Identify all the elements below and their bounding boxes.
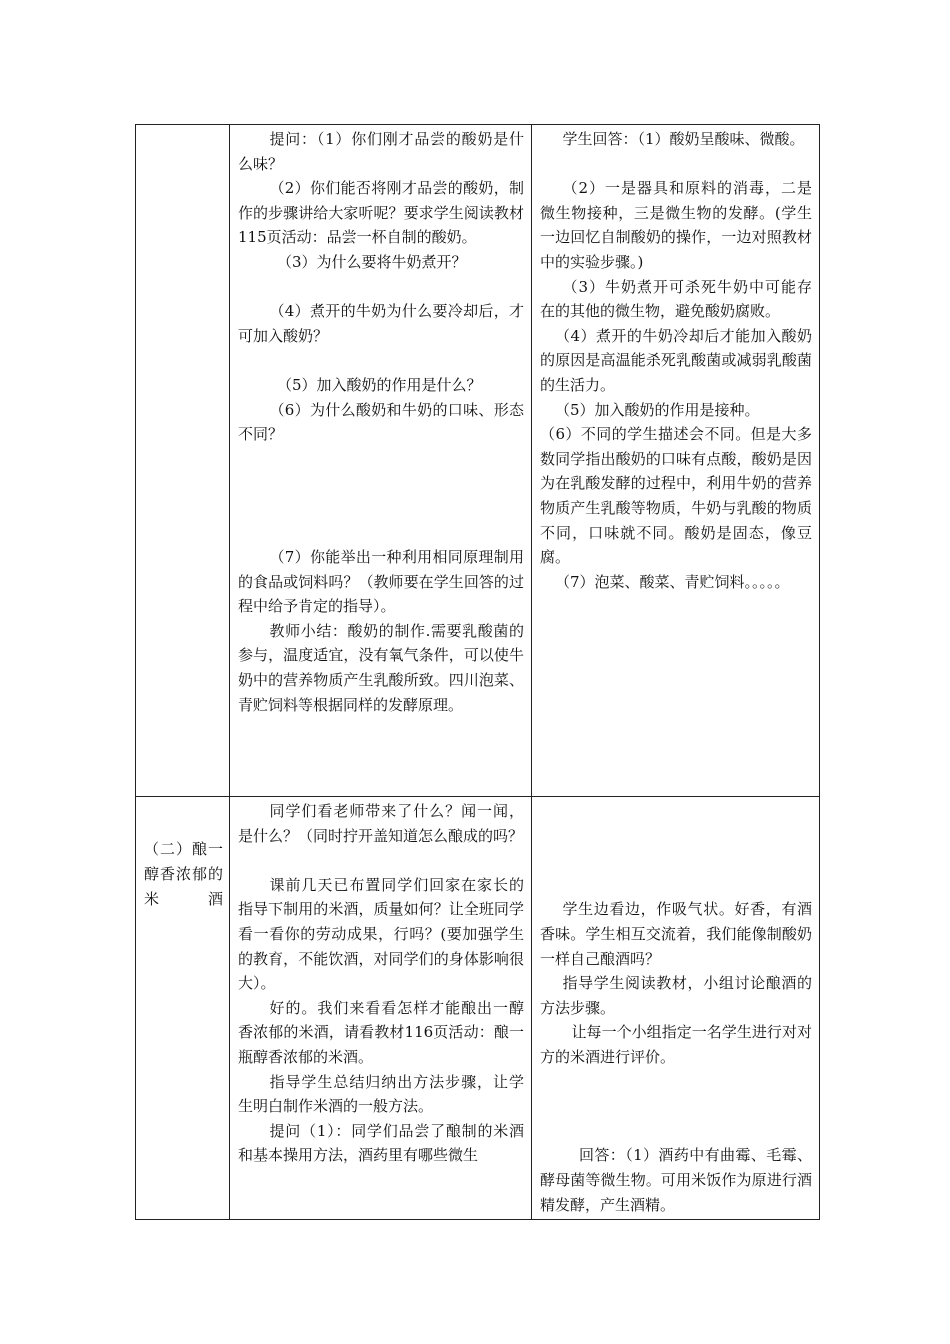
teacher-guidance: 指导学生总结归纳出方法步骤，让学生明白制作米酒的一般方法。 (238, 1072, 524, 1116)
teacher-question-1: 提问（1）：同学们品尝了酿制的米酒和基本操用方法，酒药里有哪些微生 (238, 1121, 524, 1165)
student-answer-5: （5）加入酸奶的作用是接种。 (555, 400, 760, 419)
section-cell-empty (136, 125, 230, 797)
teacher-question-4: （4）煮开的牛奶为什么要冷却后，才可加入酸奶？ (238, 302, 524, 345)
student-answer-2: （2）一是器具和原料的消毒，二是微生物接种，三是微生物的发酵。(学生一边回忆自制酸奶的操作，一边对照教材中的实验步骤。) (540, 179, 812, 271)
student-answer-7: （7）泡菜、酸菜、青贮饲料。。。。。 (555, 572, 790, 591)
student-activity-cell (532, 797, 820, 1220)
teacher-question-3: （3）为什么要将牛奶煮开？ (277, 252, 467, 271)
teacher-textbook-activity: 好的。我们来看看怎样才能酿出一醇香浓郁的米酒，请看教材116页活动：酿一瓶醇香浓郁的米酒。 (238, 998, 524, 1066)
student-activity-cell (532, 125, 820, 797)
section-title: （二）酿一醇香浓郁的米酒 (144, 840, 223, 908)
teacher-question-2: （2）你们能否将刚才品尝的酸奶，制作的步骤讲给大家听呢？要求学生阅读教材115页活动：品尝一杯自制的酸奶。 (238, 179, 524, 247)
student-answer-6: （6）不同的学生描述会不同。但是大多数同学指出酸奶的口味有点酸，酸奶是因为在乳酸发酵的过程中，利用牛奶的营养物质产生乳酸等物质，牛奶与乳酸的物质不同，口味就不同。酸奶是固态，像豆腐。 (540, 425, 812, 567)
teacher-question-7: （7）你能举出一种利用相同原理制用的食品或饲料吗？（教师要在学生回答的过程中给予肯定的指导）。 (238, 548, 524, 616)
teacher-intro: 同学们看老师带来了什么？闻一闻，是什么？（同时拧开盖知道怎么酿成的吗？ (238, 802, 524, 845)
teacher-activity-cell (230, 797, 532, 1220)
teacher-activity-cell (230, 125, 532, 797)
student-answer-1: 回答：（1）酒药中有曲霉、毛霉、酵母菌等微生物。可用米饭作为原进行酒精发酵，产生酒精。 (540, 1146, 812, 1214)
student-reading: 指导学生阅读教材，小组讨论酿酒的方法步骤。 (540, 974, 812, 1017)
student-answer-3: （3）牛奶煮开可杀死牛奶中可能存在的其他的微生物，避免酸奶腐败。 (540, 277, 812, 321)
lesson-plan-table (135, 124, 820, 1220)
teacher-question-5: （5）加入酸奶的作用是什么？ (277, 375, 482, 394)
student-evaluation: 让每一个小组指定一名学生进行对对方的米酒进行评价。 (540, 1023, 812, 1066)
student-answer-1: 学生回答：（1）酸奶呈酸味、微酸。 (562, 130, 805, 148)
student-answer-4: （4）煮开的牛奶冷却后才能加入酸奶的原因是高温能杀死乳酸菌或减弱乳酸菌的生活力。 (540, 326, 812, 394)
section-title-cell (136, 797, 230, 1220)
teacher-homework-review: 课前几天已布置同学们回家在家长的指导下制用的米酒，质量如何？让全班同学看一看你的劳动成果，行吗？(要加强学生的教育，不能饮酒，对同学们的身体影响很大）。 (238, 875, 524, 993)
teacher-question-6: （6）为什么酸奶和牛奶的口味、形态不同？ (238, 400, 524, 444)
table-row (136, 797, 820, 1220)
teacher-summary: 教师小结：酸奶的制作.需要乳酸菌的参与，温度适宜，没有氧气条件，可以使牛奶中的营养物质产生乳酸所致。四川泡菜、青贮饲料等根据同样的发酵原理。 (238, 621, 524, 714)
teacher-question-1: 提问：（1）你们刚才品尝的酸奶是什么味？ (238, 130, 524, 173)
student-reaction: 学生边看边，作吸气状。好香，有酒香味。学生相互交流着，我们能像制酸奶一样自己酿酒吗？ (540, 900, 812, 968)
table-row (136, 125, 820, 797)
